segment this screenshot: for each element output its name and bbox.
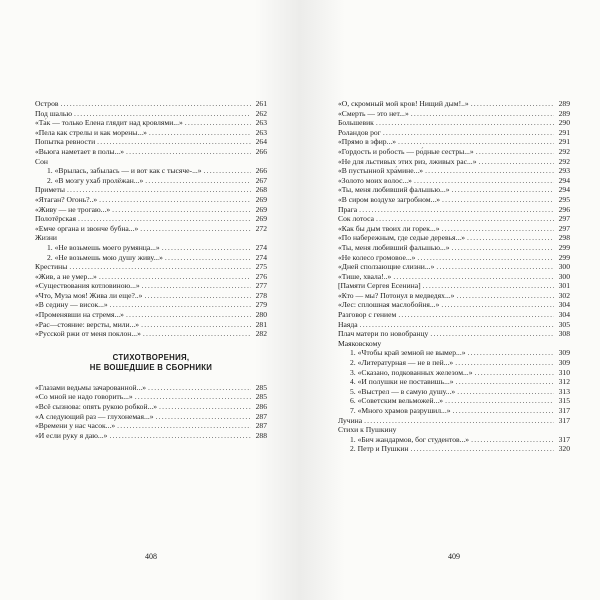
- section-heading: [35, 353, 267, 373]
- toc-entry: [338, 310, 570, 320]
- toc-entry: [338, 300, 570, 310]
- toc-leader-dots: [78, 214, 251, 224]
- toc-entry-title: «В пустынной хра́мине...»: [338, 166, 424, 176]
- toc-entry-page: 293: [558, 166, 570, 176]
- toc-entry-title: «Русской ржи от меня поклон...»: [35, 329, 141, 339]
- toc-entry-title: «Гордость и робость — ро́дные сестры...»: [338, 146, 474, 156]
- toc-entry-page: 320: [558, 444, 570, 454]
- right-toc-column: [338, 99, 570, 454]
- toc-entry-page: 298: [558, 233, 570, 243]
- toc-entry-title: «В седину — висок...»: [35, 300, 108, 310]
- toc-entry-page: 289: [558, 99, 570, 108]
- toc-entry-page: 268: [255, 185, 267, 195]
- toc-entry: [35, 128, 267, 138]
- toc-entry-title: «Пела как стрелы и как морены...»: [35, 127, 147, 137]
- toc-entry-page: 267: [255, 175, 267, 185]
- toc-entry-title: «Вьюга наметает в полы...»: [35, 146, 124, 156]
- toc-entry: [338, 416, 570, 426]
- toc-leader-dots: [441, 300, 554, 310]
- toc-entry: [35, 329, 267, 339]
- toc-entry-title: «В сиром воздухе загробном...»: [338, 194, 441, 204]
- toc-leader-dots: [74, 109, 251, 119]
- toc-entry-title: 2. «Не возьмешь мою душу живу...»: [47, 252, 163, 262]
- toc-entry: [338, 320, 570, 330]
- toc-entry-title: Большевик: [338, 118, 374, 128]
- toc-entry-title: «Променявши на стремя...»: [35, 310, 124, 320]
- toc-entry: [35, 176, 267, 186]
- toc-leader-dots: [60, 99, 251, 109]
- toc-entry: [338, 99, 570, 109]
- toc-entry-title: Прага: [338, 204, 358, 214]
- right-page: [300, 0, 600, 600]
- toc-entry-title: «Емче органа и звонче бубна...»: [35, 223, 139, 233]
- toc-entry: [338, 147, 570, 157]
- toc-leader-dots: [417, 253, 554, 263]
- toc-entry: [35, 224, 267, 234]
- toc-entry-title: Полотёрская: [35, 214, 76, 224]
- toc-entry: [338, 176, 570, 186]
- toc-entry-page: 288: [255, 430, 267, 440]
- toc-entry-page: 291: [558, 137, 570, 147]
- toc-entry-page: 262: [255, 108, 267, 118]
- toc-entry-title: «Не колесо громовое...»: [338, 252, 416, 262]
- toc-entry-title: «Ты, меня любивший фальшью...»: [338, 242, 450, 252]
- toc-entry: [35, 412, 267, 422]
- toc-entry-title: «Времени у нас часок...»: [35, 421, 116, 431]
- toc-entry-page: 263: [255, 118, 267, 128]
- toc-entry-page: 299: [558, 242, 570, 252]
- toc-leader-dots: [398, 310, 554, 320]
- toc-entry-title: 2. «В мозгу ухаб пролёжан...»: [47, 175, 144, 185]
- toc-entry: [338, 243, 570, 253]
- toc-entry: [35, 262, 267, 272]
- toc-entry: [35, 402, 267, 412]
- toc-entry-title: «Прямо в эфир...»: [338, 137, 397, 147]
- toc-leader-dots: [467, 233, 554, 243]
- toc-entry: [35, 157, 267, 167]
- toc-leader-dots: [452, 243, 554, 253]
- toc-entry: [338, 435, 570, 445]
- toc-entry: [338, 166, 570, 176]
- toc-leader-dots: [414, 176, 554, 186]
- toc-entry-page: 295: [558, 194, 570, 204]
- toc-entry-title: 3. «Сказано, подкованных железом...»: [350, 367, 473, 377]
- toc-entry: [338, 339, 570, 349]
- toc-entry: [35, 214, 267, 224]
- toc-entry-title: Крестины: [35, 262, 68, 272]
- toc-leader-dots: [149, 128, 251, 138]
- toc-entry: [35, 166, 267, 176]
- toc-leader-dots: [455, 358, 554, 368]
- toc-entry-page: 285: [255, 392, 267, 402]
- toc-entry-page: 266: [255, 166, 267, 176]
- toc-leader-dots: [162, 243, 251, 253]
- toc-entry: [35, 118, 267, 128]
- toc-leader-dots: [425, 166, 554, 176]
- toc-entry-page: 287: [255, 421, 267, 431]
- toc-leader-dots: [159, 402, 251, 412]
- toc-leader-dots: [109, 431, 251, 441]
- toc-leader-dots: [142, 281, 251, 291]
- toc-leader-dots: [376, 214, 554, 224]
- toc-leader-dots: [398, 137, 554, 147]
- toc-entry: [35, 233, 267, 243]
- toc-entry-page: 287: [255, 411, 267, 421]
- toc-leader-dots: [456, 377, 554, 387]
- toc-entry: [338, 377, 570, 387]
- toc-entry-page: 285: [255, 382, 267, 392]
- toc-entry-page: 280: [255, 310, 267, 320]
- toc-leader-dots: [468, 348, 554, 358]
- toc-entry: [35, 383, 267, 393]
- toc-entry-page: 275: [255, 262, 267, 272]
- toc-leader-dots: [364, 416, 554, 426]
- toc-entry: [338, 137, 570, 147]
- toc-entry: [338, 396, 570, 406]
- toc-entry-title: Сок лотоса: [338, 214, 374, 224]
- toc-entry: [338, 118, 570, 128]
- toc-entry: [338, 281, 570, 291]
- toc-entry: [338, 329, 570, 339]
- toc-entry-page: 264: [255, 137, 267, 147]
- toc-entry: [35, 300, 267, 310]
- toc-entry-title: «А следующий раз — глухонемая...»: [35, 411, 154, 421]
- toc-entry-page: 269: [255, 214, 267, 224]
- toc-entry-page: 274: [255, 242, 267, 252]
- toc-entry-title: Сон: [35, 156, 48, 166]
- toc-entry-title: «Живу — не трогаю...»: [35, 204, 111, 214]
- toc-entry-title: «Золото моих волос...»: [338, 175, 412, 185]
- toc-entry-page: 309: [558, 358, 570, 368]
- toc-leader-dots: [456, 291, 554, 301]
- toc-entry-page: 297: [558, 223, 570, 233]
- toc-entry-page: 263: [255, 127, 267, 137]
- toc-entry-page: 294: [558, 185, 570, 195]
- toc-entry: [338, 444, 570, 454]
- toc-entry: [338, 195, 570, 205]
- toc-entry-title: 4. «И полушки не поставишь...»: [350, 377, 454, 387]
- toc-entry-title: Разговор с гением: [338, 310, 397, 320]
- toc-leader-dots: [445, 396, 554, 406]
- toc-entry-page: 278: [255, 290, 267, 300]
- toc-entry-title: 1. «Чтобы край земной не вымер...»: [350, 348, 466, 358]
- toc-entry-title: «Со мной не надо говорить...»: [35, 392, 133, 402]
- toc-entry-page: 266: [255, 146, 267, 156]
- toc-leader-dots: [475, 368, 555, 378]
- toc-leader-dots: [411, 109, 554, 119]
- toc-entry: [338, 109, 570, 119]
- toc-entry-title: [Памяти Сергея Есенина]: [338, 281, 421, 291]
- toc-leader-dots: [410, 444, 554, 454]
- toc-entry: [338, 425, 570, 435]
- toc-leader-dots: [67, 185, 251, 195]
- toc-entry-page: 277: [255, 281, 267, 291]
- toc-leader-dots: [457, 387, 554, 397]
- left-toc-column: [35, 99, 267, 440]
- toc-entry-title: «Та́к — только Елена глядит над кровлями...»: [35, 118, 183, 128]
- toc-entry-page: 300: [558, 262, 570, 272]
- toc-entry-title: «Жив, а не умер...»: [35, 271, 97, 281]
- toc-entry-page: 317: [558, 415, 570, 425]
- toc-entry: [338, 233, 570, 243]
- toc-entry-title: «По набережным, где седые деревья...»: [338, 233, 465, 243]
- toc-leader-dots: [423, 281, 554, 291]
- toc-entry: [35, 147, 267, 157]
- toc-entry: [35, 253, 267, 263]
- left-toc-list: [35, 99, 267, 339]
- toc-leader-dots: [479, 157, 555, 167]
- toc-leader-dots: [99, 195, 251, 205]
- toc-entry-page: 305: [558, 319, 570, 329]
- toc-entry-title: Лучина: [338, 415, 363, 425]
- toc-leader-dots: [471, 435, 554, 445]
- toc-entry: [338, 185, 570, 195]
- toc-entry: [35, 392, 267, 402]
- toc-entry-page: 309: [558, 348, 570, 358]
- toc-entry-page: 315: [558, 396, 570, 406]
- toc-entry: [35, 310, 267, 320]
- toc-entry-title: «Всё сызнова: опять рукою робкой...»: [35, 402, 158, 412]
- toc-entry-title: «Рас—стояние: версты, мили...»: [35, 319, 140, 329]
- toc-entry: [35, 137, 267, 147]
- toc-entry-title: «Что, Муза моя! Жива ли еще?..»: [35, 290, 143, 300]
- toc-entry-title: Попытка ревности: [35, 137, 96, 147]
- toc-entry-title: 6. «Советским вельможей...»: [350, 396, 444, 406]
- toc-leader-dots: [442, 224, 555, 234]
- toc-leader-dots: [452, 185, 554, 195]
- toc-entry-page: 291: [558, 127, 570, 137]
- toc-leader-dots: [476, 147, 554, 157]
- toc-leader-dots: [97, 137, 251, 147]
- toc-entry: [338, 157, 570, 167]
- toc-entry-title: 7. «Много храмов разрушил...»: [350, 406, 451, 415]
- toc-entry-title: 2. Петр и Пушкин: [350, 444, 409, 454]
- toc-entry: [338, 253, 570, 263]
- toc-leader-dots: [185, 118, 251, 128]
- toc-entry: [35, 243, 267, 253]
- toc-entry: [35, 421, 267, 431]
- toc-leader-dots: [135, 392, 251, 402]
- toc-leader-dots: [430, 329, 554, 339]
- toc-leader-dots: [112, 205, 251, 215]
- toc-leader-dots: [471, 99, 554, 109]
- toc-entry: [338, 387, 570, 397]
- toc-entry-title: 5. «Выстрел — в самую душу...»: [350, 386, 456, 396]
- toc-leader-dots: [383, 128, 554, 138]
- toc-entry-title: «Ты, меня любивший фальшью...»: [338, 185, 450, 195]
- toc-entry-title: «Лес: сплошная маслобойня...»: [338, 300, 440, 310]
- toc-entry: [35, 99, 267, 109]
- toc-leader-dots: [360, 320, 554, 330]
- toc-leader-dots: [126, 310, 251, 320]
- toc-entry-title: «Кто — мы? Потонул в медведях...»: [338, 290, 455, 300]
- toc-entry-page: 317: [558, 434, 570, 444]
- toc-entry-page: 294: [558, 175, 570, 185]
- toc-leader-dots: [69, 262, 251, 272]
- toc-entry-title: Маяковскому: [338, 338, 382, 348]
- toc-entry-page: 302: [558, 290, 570, 300]
- toc-entry-page: 292: [558, 156, 570, 166]
- toc-entry-title: Плач матери по новобранцу: [338, 329, 429, 339]
- toc-entry-title: «Не для льстивых этих риз, лживых рас...»: [338, 156, 477, 166]
- toc-entry: [338, 406, 570, 416]
- toc-entry-title: Остров: [35, 99, 59, 108]
- toc-entry-title: Приметы: [35, 185, 65, 195]
- toc-leader-dots: [144, 291, 251, 301]
- toc-entry-page: 301: [558, 281, 570, 291]
- toc-leader-dots: [148, 383, 251, 393]
- toc-entry: [35, 185, 267, 195]
- toc-entry-page: 292: [558, 146, 570, 156]
- toc-entry-page: 269: [255, 194, 267, 204]
- toc-leader-dots: [204, 166, 251, 176]
- toc-entry: [338, 358, 570, 368]
- toc-entry-page: 290: [558, 118, 570, 128]
- toc-entry-title: 2. «Литературная — не в пей...»: [350, 358, 454, 368]
- toc-entry-title: 1. «Не возьмешь моего румянца...»: [47, 242, 160, 252]
- page-number-left: 408: [145, 552, 157, 561]
- section-heading-line-2: НЕ ВОШЕДШИЕ В СБОРНИКИ: [89, 362, 213, 372]
- toc-entry: [338, 291, 570, 301]
- toc-entry-page: 272: [255, 223, 267, 233]
- toc-entry: [338, 368, 570, 378]
- toc-entry-page: 304: [558, 310, 570, 320]
- toc-entry: [338, 272, 570, 282]
- toc-entry-page: 261: [255, 99, 267, 108]
- toc-leader-dots: [110, 300, 251, 310]
- toc-entry: [35, 272, 267, 282]
- toc-entry-page: 300: [558, 271, 570, 281]
- toc-entry-title: «Смерть — это нет...»: [338, 108, 409, 118]
- toc-entry: [35, 291, 267, 301]
- toc-leader-dots: [143, 329, 251, 339]
- toc-entry: [338, 214, 570, 224]
- toc-entry-title: «Глазами ведьмы зачарованной...»: [35, 382, 147, 392]
- toc-entry-page: 286: [255, 402, 267, 412]
- toc-entry: [338, 205, 570, 215]
- toc-leader-dots: [99, 272, 251, 282]
- toc-leader-dots: [359, 205, 554, 215]
- toc-entry-title: «Существования котловиною...»: [35, 281, 140, 291]
- toc-leader-dots: [376, 118, 554, 128]
- toc-entry-title: «Дней сползающие слизни...»: [338, 262, 435, 272]
- toc-leader-dots: [126, 147, 251, 157]
- toc-entry-page: 312: [558, 377, 570, 387]
- toc-entry: [338, 348, 570, 358]
- toc-entry: [35, 109, 267, 119]
- toc-entry-page: 276: [255, 271, 267, 281]
- toc-entry-page: 313: [558, 386, 570, 396]
- toc-entry-title: «Как бы дым твоих ли горек...»: [338, 223, 440, 233]
- toc-leader-dots: [141, 320, 251, 330]
- toc-entry: [35, 281, 267, 291]
- toc-entry-page: 299: [558, 252, 570, 262]
- toc-entry-title: Под шалью: [35, 108, 73, 118]
- section-heading-line-1: СТИХОТВОРЕНИЯ,: [112, 352, 190, 362]
- toc-leader-dots: [140, 224, 251, 234]
- toc-leader-dots: [436, 262, 554, 272]
- toc-leader-dots: [156, 412, 251, 422]
- toc-entry-page: 281: [255, 319, 267, 329]
- toc-entry: [35, 320, 267, 330]
- toc-entry-title: 1. «Бич жандармов, бог студентов...»: [350, 434, 470, 444]
- toc-entry-page: 269: [255, 204, 267, 214]
- toc-entry-page: 297: [558, 214, 570, 224]
- page-number-right: 409: [448, 552, 460, 561]
- toc-entry: [35, 205, 267, 215]
- toc-leader-dots: [442, 195, 554, 205]
- toc-entry-page: 296: [558, 204, 570, 214]
- toc-entry-page: 279: [255, 300, 267, 310]
- toc-entry-page: 317: [558, 406, 570, 415]
- toc-entry-title: Наяда: [338, 319, 358, 329]
- toc-entry-page: 282: [255, 329, 267, 339]
- toc-entry: [35, 431, 267, 441]
- right-toc-list: [338, 99, 570, 454]
- toc-entry: [338, 224, 570, 234]
- toc-entry-title: Роландов рог: [338, 127, 381, 137]
- toc-entry: [35, 195, 267, 205]
- toc-leader-dots: [453, 406, 554, 416]
- section-toc-list: [35, 383, 267, 441]
- toc-entry-page: 274: [255, 252, 267, 262]
- toc-entry-page: 304: [558, 300, 570, 310]
- toc-leader-dots: [393, 272, 554, 282]
- toc-entry-title: «Ятаган? Огонь?..»: [35, 194, 98, 204]
- toc-entry-title: Стихи к Пушкину: [338, 425, 397, 435]
- toc-leader-dots: [145, 176, 251, 186]
- toc-entry-page: 310: [558, 367, 570, 377]
- toc-entry-title: Жизни: [35, 233, 57, 243]
- toc-leader-dots: [165, 253, 251, 263]
- toc-entry: [338, 262, 570, 272]
- toc-entry-page: 289: [558, 108, 570, 118]
- toc-leader-dots: [117, 421, 251, 431]
- toc-entry-page: 308: [558, 329, 570, 339]
- toc-entry-title: «О, скромный мой кров! Нищий дым!..»: [338, 99, 469, 108]
- toc-entry-title: «И если руку я даю...»: [35, 430, 108, 440]
- toc-entry-title: «Тише, хвала!..»: [338, 271, 392, 281]
- toc-entry: [338, 128, 570, 138]
- toc-entry-title: 1. «Врылась, забылась — и вот как с тысяче-...»: [47, 166, 202, 176]
